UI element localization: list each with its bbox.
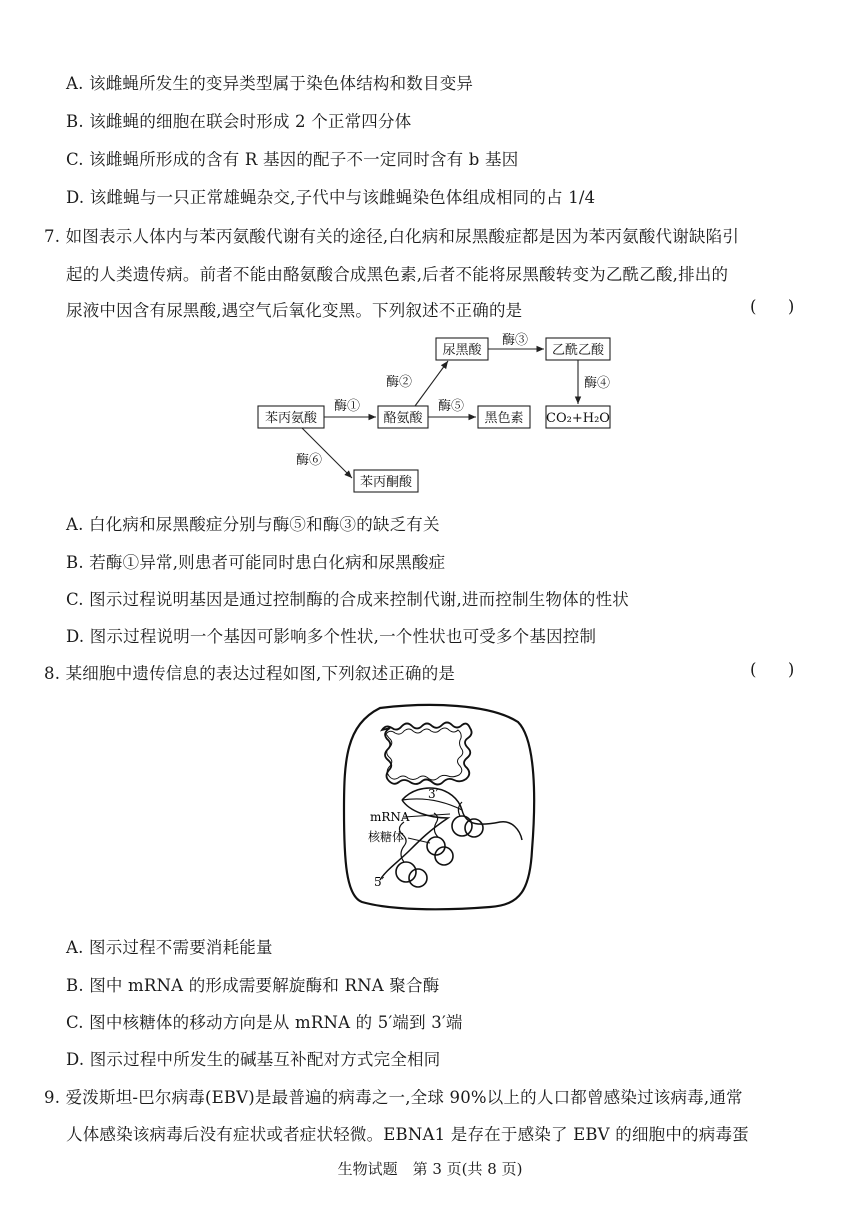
q7-answer-paren: ( ) <box>750 297 795 316</box>
q8-option-a: A. 图示过程不需要消耗能量 <box>66 938 273 957</box>
q6-option-c: C. 该雌蝇所形成的含有 R 基因的配子不一定同时含有 b 基因 <box>66 150 519 169</box>
q6-option-b: B. 该雌蝇的细胞在联会时形成 2 个正常四分体 <box>66 112 412 131</box>
label-enzyme1: 酶① <box>334 399 361 414</box>
q8-option-c: C. 图中核糖体的移动方向是从 mRNA 的 5′端到 3′端 <box>66 1013 463 1032</box>
label-enzyme2: 酶② <box>386 375 413 390</box>
node-phenylalanine-label: 苯丙氨酸 <box>264 411 318 426</box>
q7-option-b: B. 若酶①异常,则患者可能同时患白化病和尿黑酸症 <box>66 553 446 572</box>
label-enzyme6: 酶⑥ <box>296 453 323 468</box>
label-enzyme3: 酶③ <box>502 333 529 348</box>
node-melanin <box>478 406 530 428</box>
ribosome-6 <box>409 869 427 887</box>
q7-option-d: D. 图示过程说明一个基因可影响多个性状,一个性状也可受多个基因控制 <box>66 627 597 646</box>
node-tyrosine <box>378 406 428 428</box>
label-enzyme5: 酶⑤ <box>438 399 465 414</box>
q7-option-c: C. 图示过程说明基因是通过控制酶的合成来控制代谢,进而控制生物体的性状 <box>66 590 629 609</box>
label-5prime: 5′ <box>374 875 385 889</box>
node-phenylalanine <box>258 406 324 428</box>
q7-stem-line3: 尿液中因含有尿黑酸,遇空气后氧化变黑。下列叙述不正确的是 <box>66 301 523 320</box>
q8-option-b: B. 图中 mRNA 的形成需要解旋酶和 RNA 聚合酶 <box>66 976 440 995</box>
label-3prime: 3′ <box>428 787 439 801</box>
dna-strand-inner <box>386 728 463 780</box>
q7-stem-line1: 7. 如图表示人体内与苯丙氨酸代谢有关的途径,白化病和尿黑酸症都是因为苯丙氨酸代谢缺陷引 <box>44 227 740 246</box>
q7-option-a: A. 白化病和尿黑酸症分别与酶⑤和酶③的缺乏有关 <box>66 515 440 534</box>
node-co2-h2o <box>546 406 610 428</box>
node-phenylpyruvic-acid-label: 苯丙酮酸 <box>359 475 413 490</box>
node-acetoacetic-acid-label: 乙酰乙酸 <box>551 343 605 358</box>
q7-metabolic-pathway-diagram <box>250 330 630 500</box>
label-mrna: mRNA <box>370 810 410 824</box>
ribosome-5 <box>396 862 416 882</box>
mrna-pointer <box>404 814 450 817</box>
ribosome-1 <box>452 816 472 836</box>
node-tyrosine-label: 酪氨酸 <box>383 411 423 426</box>
node-homogentisic-acid <box>436 338 488 360</box>
q9-stem-line1: 9. 爱泼斯坦-巴尔病毒(EBV)是最普遍的病毒之一,全球 90%以上的人口都曾感染过该病毒,通常 <box>44 1088 743 1107</box>
q8-answer-paren: ( ) <box>750 660 795 679</box>
label-ribosome: 核糖体 <box>368 830 405 844</box>
node-acetoacetic-acid <box>546 338 610 360</box>
node-melanin-label: 黑色素 <box>484 411 524 426</box>
node-homogentisic-acid-label: 尿黑酸 <box>442 343 482 358</box>
q8-gene-expression-figure <box>340 700 540 915</box>
page-footer: 生物试题 第 3 页(共 8 页) <box>337 1160 523 1178</box>
q6-option-a: A. 该雌蝇所发生的变异类型属于染色体结构和数目变异 <box>66 74 474 93</box>
cell-outline <box>344 705 534 909</box>
q9-stem-line2: 人体感染该病毒后没有症状或者症状轻微。EBNA1 是存在于感染了 EBV 的细胞中的病毒蛋 <box>66 1125 749 1144</box>
node-phenylpyruvic-acid <box>354 470 418 492</box>
q7-stem-line2: 起的人类遗传病。前者不能由酪氨酸合成黑色素,后者不能将尿黑酸转变为乙酰乙酸,排出的 <box>66 265 729 284</box>
q8-option-d: D. 图示过程中所发生的碱基互补配对方式完全相同 <box>66 1050 441 1069</box>
q8-stem: 8. 某细胞中遗传信息的表达过程如图,下列叙述正确的是 <box>44 664 456 683</box>
q6-option-d: D. 该雌蝇与一只正常雄蝇杂交,子代中与该雌蝇染色体组成相同的占 1/4 <box>66 188 596 207</box>
label-enzyme4: 酶④ <box>584 376 611 391</box>
node-co2-h2o-label: CO₂+H₂O <box>546 411 610 426</box>
ribosome-2 <box>465 819 483 837</box>
